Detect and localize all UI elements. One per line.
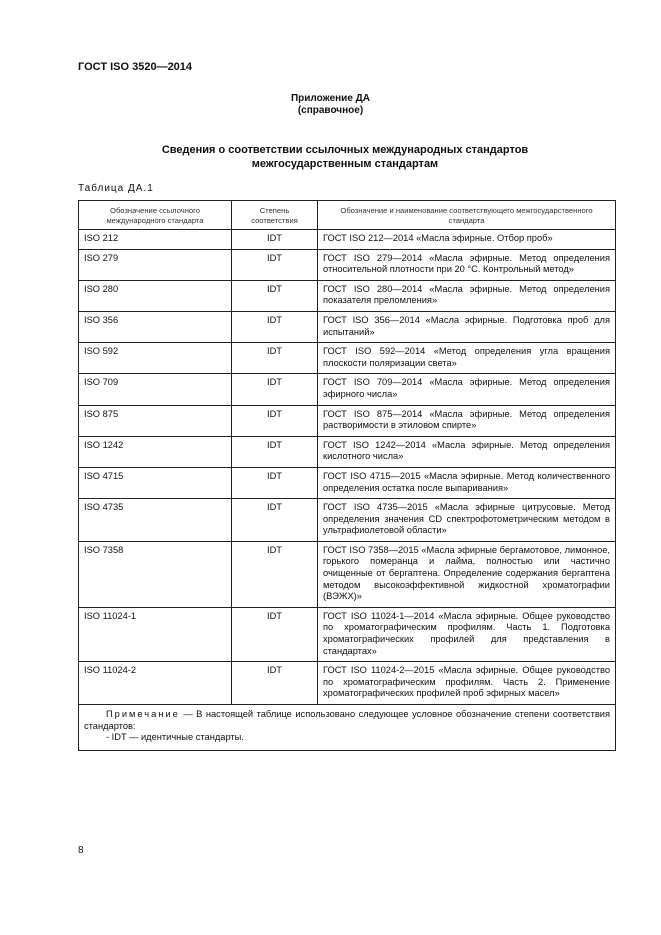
- cell-international-standard: ISO 11024-2: [79, 662, 232, 705]
- table-row: [79, 467, 616, 498]
- cell-interstate-standard: ГОСТ ISO 4735—2015 «Масла эфирные цитрусовые. Метод определения значения CD спектрофотометрическим методом в ультрафиолетовой области»: [318, 499, 616, 542]
- table-row: [79, 405, 616, 436]
- cell-international-standard: ISO 356: [79, 311, 232, 342]
- cell-interstate-standard: ГОСТ ISO 7358—2015 «Масла эфирные бергамотовое, лимонное, горького померанца и лайма, полностью или частично очищенные от бергаптена. Определение содержания бергаптена методом высокоэффективной жидкостной хроматографии (ВЭЖХ)»: [318, 541, 616, 607]
- cell-interstate-standard: ГОСТ ISO 1242—2014 «Масла эфирные. Метод определения кислотного числа»: [318, 436, 616, 467]
- cell-degree: IDT: [232, 374, 318, 405]
- cell-degree: IDT: [232, 405, 318, 436]
- cell-international-standard: ISO 280: [79, 280, 232, 311]
- table-row: [79, 343, 616, 374]
- table-row: [79, 662, 616, 705]
- cell-international-standard: ISO 279: [79, 249, 232, 280]
- cell-interstate-standard: ГОСТ ISO 4715—2015 «Масла эфирные. Метод количественного определения остатка после выпаривания»: [318, 467, 616, 498]
- note-item: - IDT — идентичные стандарты.: [106, 732, 244, 743]
- section-heading-line-2: межгосударственным стандартам: [251, 158, 439, 170]
- note-text: — В настоящей таблице использовано следующее условное обозначение степени соответствия стандартов:: [84, 709, 610, 731]
- note-label: Примечание: [106, 709, 180, 719]
- appendix-subtitle: (справочное): [297, 105, 364, 116]
- table-row: [79, 280, 616, 311]
- cell-degree: IDT: [232, 607, 318, 661]
- cell-international-standard: ISO 592: [79, 343, 232, 374]
- cell-degree: IDT: [232, 467, 318, 498]
- cell-degree: IDT: [232, 249, 318, 280]
- table-row: [79, 541, 616, 607]
- cell-interstate-standard: ГОСТ ISO 212—2014 «Масла эфирные. Отбор проб»: [318, 230, 616, 250]
- cell-degree: IDT: [232, 311, 318, 342]
- table-row: [79, 311, 616, 342]
- cell-degree: IDT: [232, 499, 318, 542]
- column-header-international-standard: Обозначение ссылочного международного стандарта: [79, 201, 232, 230]
- table-row: [79, 374, 616, 405]
- cell-international-standard: ISO 4735: [79, 499, 232, 542]
- cell-interstate-standard: ГОСТ ISO 592—2014 «Метод определения угла вращения плоскости поляризации света»: [318, 343, 616, 374]
- document-code: ГОСТ ISO 3520—2014: [78, 61, 193, 73]
- correspondence-table-wrapper: [78, 200, 615, 751]
- cell-degree: IDT: [232, 230, 318, 250]
- cell-international-standard: ISO 7358: [79, 541, 232, 607]
- section-heading-line-1: Сведения о соответствии ссылочных международных стандартов: [161, 144, 529, 156]
- cell-international-standard: ISO 212: [79, 230, 232, 250]
- correspondence-table: [78, 200, 616, 751]
- table-row: [79, 230, 616, 250]
- cell-interstate-standard: ГОСТ ISO 709—2014 «Масла эфирные. Метод определения эфирного числа»: [318, 374, 616, 405]
- column-header-degree: Степень соответствия: [232, 201, 318, 230]
- table-note: [79, 705, 616, 751]
- table-row: [79, 249, 616, 280]
- section-heading: [100, 143, 590, 171]
- cell-interstate-standard: ГОСТ ISO 875—2014 «Масла эфирные. Метод определения растворимости в этиловом спирте»: [318, 405, 616, 436]
- column-header-interstate-standard: Обозначение и наименование соответствующего межгосударственного стандарта: [318, 201, 616, 230]
- cell-international-standard: ISO 709: [79, 374, 232, 405]
- cell-degree: IDT: [232, 436, 318, 467]
- page-number: 8: [78, 845, 84, 856]
- table-row: [79, 607, 616, 661]
- cell-degree: IDT: [232, 280, 318, 311]
- cell-interstate-standard: ГОСТ ISO 279—2014 «Масла эфирные. Метод определения относительной плотности при 20 °С. Контрольный метод»: [318, 249, 616, 280]
- cell-international-standard: ISO 875: [79, 405, 232, 436]
- appendix-title: Приложение ДА: [290, 93, 371, 104]
- cell-international-standard: ISO 11024-1: [79, 607, 232, 661]
- cell-interstate-standard: ГОСТ ISO 280—2014 «Масла эфирные. Метод определения показателя преломления»: [318, 280, 616, 311]
- cell-interstate-standard: ГОСТ ISO 11024-2—2015 «Масла эфирные. Общее руководство по хроматографическим профилям. Часть 2. Применение хроматографических профилей проб эфирных масел»: [318, 662, 616, 705]
- table-row: [79, 499, 616, 542]
- cell-international-standard: ISO 4715: [79, 467, 232, 498]
- cell-degree: IDT: [232, 541, 318, 607]
- cell-degree: IDT: [232, 662, 318, 705]
- cell-interstate-standard: ГОСТ ISO 356—2014 «Масла эфирные. Подготовка проб для испытаний»: [318, 311, 616, 342]
- cell-interstate-standard: ГОСТ ISO 11024-1—2014 «Масла эфирные. Общее руководство по хроматографическим профилям. Часть 1. Подготовка хроматографических профилей для представления в стандартах»: [318, 607, 616, 661]
- table-note-row: [79, 705, 616, 751]
- table-header-row: [79, 201, 616, 230]
- table-caption: Таблица ДА.1: [78, 183, 154, 194]
- cell-degree: IDT: [232, 343, 318, 374]
- cell-international-standard: ISO 1242: [79, 436, 232, 467]
- table-row: [79, 436, 616, 467]
